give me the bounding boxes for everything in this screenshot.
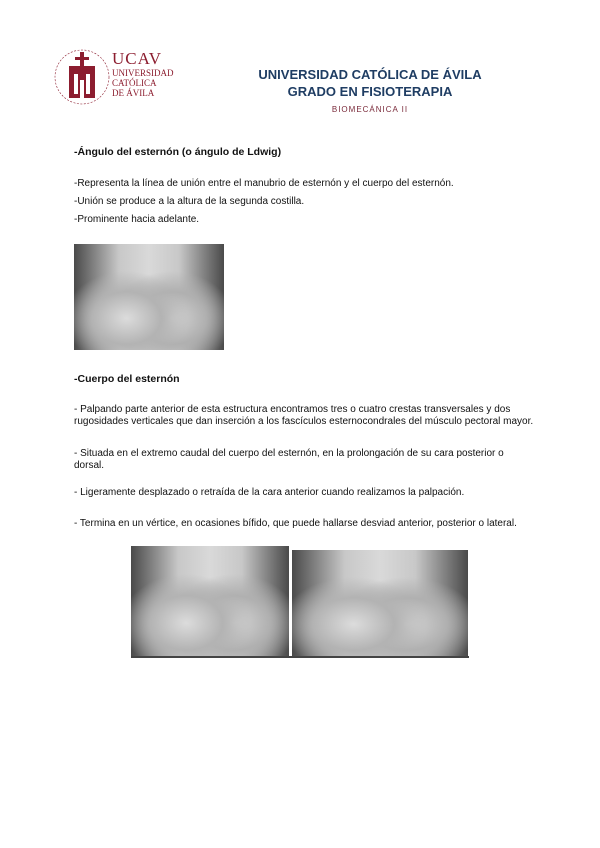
section2-bullet-4: - Termina en un vértice, en ocasiones bífido, que puede hallarse desviad anterior, posterior o lateral. [74,518,517,529]
university-logo [52,44,112,110]
degree-name: GRADO EN FISIOTERAPIA [287,84,453,99]
logo-line1: UNIVERSIDAD [112,68,174,78]
logo-line2: CATÓLICA [112,78,157,88]
section-title-angle: -Ángulo del esternón (o ángulo de Ldwig) [74,146,282,158]
subject-name: BIOMECÁNICA II [331,105,409,114]
photo-baseline [131,656,469,658]
logo-acronym: UCAV [112,49,162,68]
university-name: UNIVERSIDAD CATÓLICA DE ÁVILA [258,67,482,82]
section-title-body: -Cuerpo del esternón [74,373,180,385]
sternum-palpation-photo-left [131,546,289,656]
logo-line3: DE ÁVILA [112,88,155,98]
section2-bullet-1: - Palpando parte anterior de esta estructura encontramos tres o cuatro crestas transversales y dos rugosidades verticales que dan inserción a los fascículos esternocondrales del músculo pectoral mayor. [74,404,534,427]
section2-bullet-3: - Ligeramente desplazado o retraída de la cara anterior cuando realizamos la palpación. [74,487,465,498]
section1-bullet-3: -Prominente hacia adelante. [74,214,200,225]
logo-wordmark [112,50,174,98]
sternal-angle-photo [74,244,224,350]
section2-bullet-2: - Situada en el extremo caudal del cuerpo del esternón, en la prolongación de su cara posterior o dorsal. [74,448,504,471]
section1-bullet-1: -Representa la línea de unión entre el manubrio de esternón y el cuerpo del esternón. [74,178,454,189]
sternum-palpation-photo-right [292,550,468,656]
section1-bullet-2: -Unión se produce a la altura de la segunda costilla. [74,196,305,207]
